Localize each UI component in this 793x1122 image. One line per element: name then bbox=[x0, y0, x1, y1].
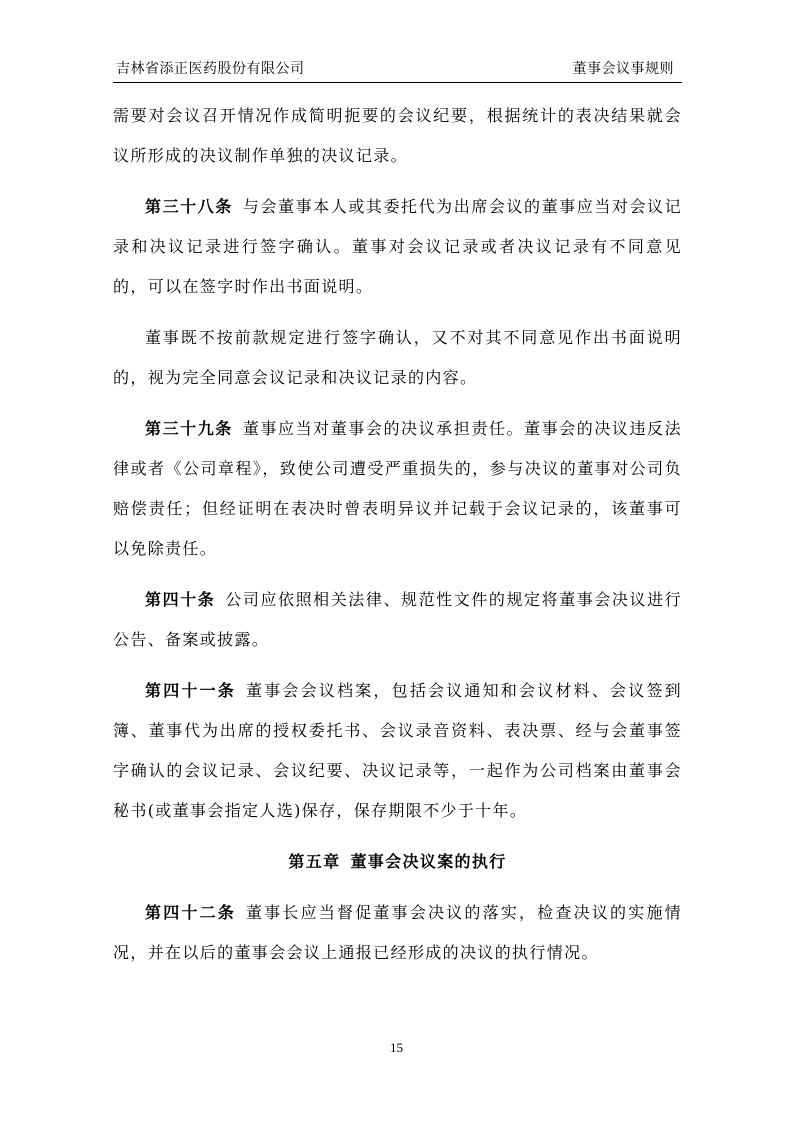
article-number: 第三十八条 bbox=[145, 197, 233, 216]
article-number: 第三十九条 bbox=[145, 419, 233, 438]
paragraph-text: 董事应当对董事会的决议承担责任。董事会的决议违反法律或者《公司章程》，致使公司遭受严重损失的，参与决议的董事对公司负赔偿责任；但经证明在表决时曾表明异议并记载于会议记录的，该董事可以免除责任。 bbox=[113, 419, 682, 558]
article-39 bbox=[113, 409, 682, 569]
header-company-name: 吉林省添正医药股份有限公司 bbox=[116, 61, 305, 77]
chapter-heading bbox=[113, 842, 682, 882]
article-38-clause-2 bbox=[113, 318, 682, 398]
paragraph-text: 董事既不按前款规定进行签字确认，又不对其不同意见作出书面说明的，视为完全同意会议记录和决议记录的内容。 bbox=[113, 328, 682, 387]
header-document-title: 董事会议事规则 bbox=[572, 61, 674, 77]
chapter-number: 第五章 bbox=[288, 852, 341, 871]
page-number: 15 bbox=[390, 1040, 403, 1055]
article-40 bbox=[113, 580, 682, 660]
chapter-title: 董事会决议案的执行 bbox=[350, 852, 507, 871]
article-number: 第四十条 bbox=[145, 590, 216, 609]
paragraph-continuation bbox=[113, 96, 682, 176]
article-41 bbox=[113, 671, 682, 831]
paragraph-text: 需要对会议召开情况作成简明扼要的会议纪要，根据统计的表决结果就会议所形成的决议制作单独的决议记录。 bbox=[113, 106, 682, 165]
paragraph-text: 公司应依照相关法律、规范性文件的规定将董事会决议进行公告、备案或披露。 bbox=[113, 590, 682, 649]
header-divider bbox=[113, 82, 682, 83]
paragraph-text: 董事长应当督促董事会决议的落实，检查决议的实施情况，并在以后的董事会会议上通报已经形成的决议的执行情况。 bbox=[113, 903, 682, 962]
paragraph-text: 与会董事本人或其委托代为出席会议的董事应当对会议记录和决议记录进行签字确认。董事对会议记录或者决议记录有不同意见的，可以在签字时作出书面说明。 bbox=[113, 197, 682, 296]
article-38 bbox=[113, 187, 682, 307]
paragraph-text: 董事会会议档案，包括会议通知和会议材料、会议签到簿、董事代为出席的授权委托书、会议录音资料、表决票、经与会董事签字确认的会议记录、会议纪要、决议记录等，一起作为公司档案由董事会秘书(或董事会指定人选)保存，保存期限不少于十年。 bbox=[113, 681, 682, 820]
article-number: 第四十一条 bbox=[145, 681, 237, 700]
page-header bbox=[113, 56, 682, 80]
article-number: 第四十二条 bbox=[145, 903, 237, 922]
document-body bbox=[113, 96, 682, 973]
article-42 bbox=[113, 893, 682, 973]
